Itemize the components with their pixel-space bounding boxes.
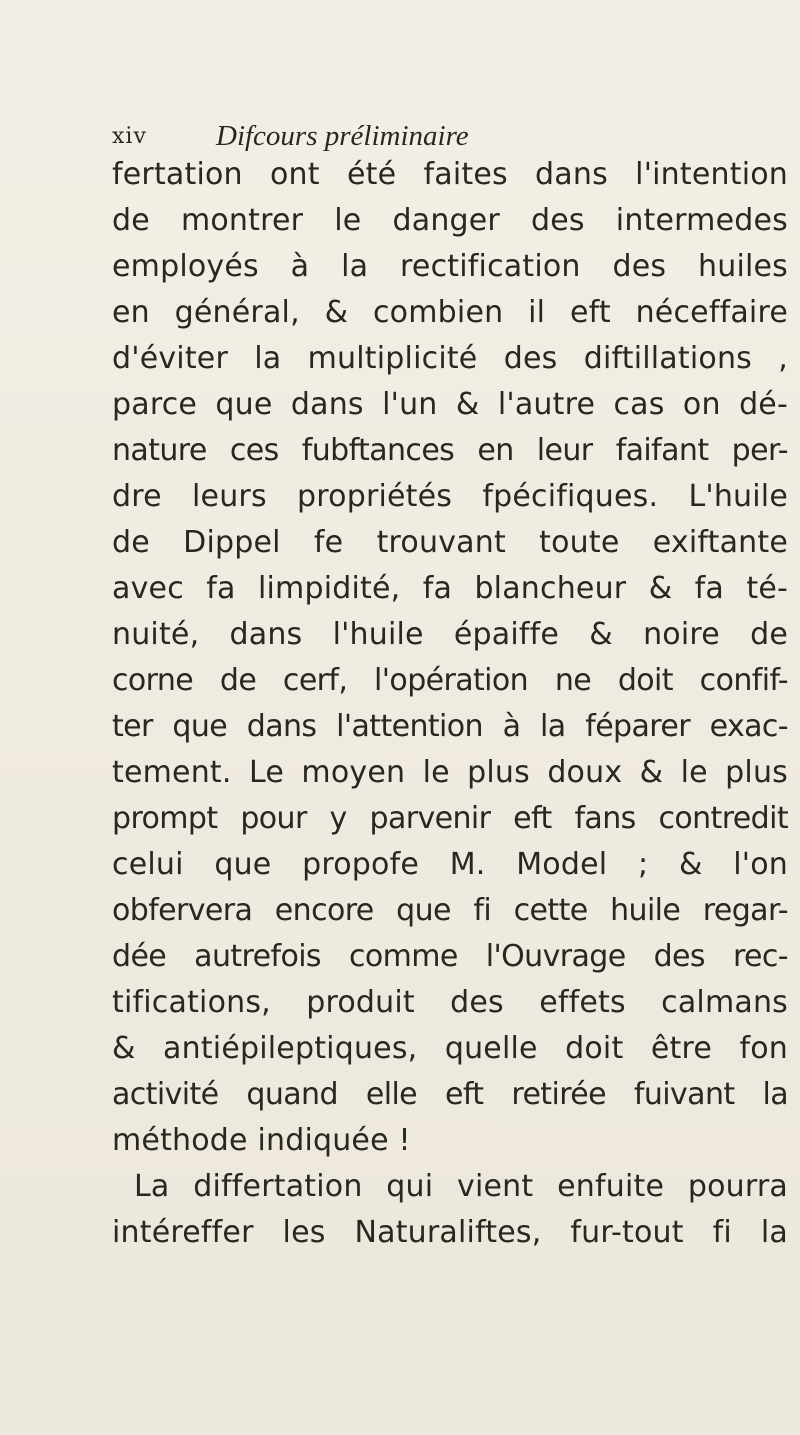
text-line: nature ces fubftances en leur faifant per- [112, 433, 788, 468]
text-line: méthode indiquée ! [112, 1123, 411, 1158]
text-line: activité quand elle eft retirée fuivant la [112, 1077, 788, 1112]
text-line: d'éviter la multiplicité des diftillations , [112, 341, 788, 376]
text-line: dre leurs propriétés fpécifiques. L'huile [112, 479, 788, 514]
text-line: tement. Le moyen le plus doux & le plus [112, 755, 788, 790]
text-line: celui que propofe M. Model ; & l'on [112, 847, 788, 882]
body-text [112, 152, 788, 1256]
page-number: xiv [112, 124, 147, 149]
running-title: Difcours préliminaire [216, 120, 469, 152]
text-line: obfervera encore que fi cette huile regar- [112, 893, 788, 928]
text-line: tifications, produit des effets calmans [112, 985, 788, 1020]
text-line: La differtation qui vient enfuite pourra [134, 1169, 788, 1204]
text-line: intéreffer les Naturaliftes, fur-tout fi la [112, 1215, 788, 1250]
text-line: & antiépileptiques, quelle doit être fon [112, 1031, 788, 1066]
text-line: fertation ont été faites dans l'intention [112, 157, 788, 192]
text-line: de montrer le danger des intermedes [112, 203, 788, 238]
text-line: avec fa limpidité, fa blancheur & fa té- [112, 571, 788, 606]
text-line: ter que dans l'attention à la féparer exac- [112, 709, 788, 744]
text-line: nuité, dans l'huile épaiffe & noire de [112, 617, 788, 652]
text-line: corne de cerf, l'opération ne doit confif- [112, 663, 788, 698]
text-line: employés à la rectification des huiles [112, 249, 788, 284]
text-line: de Dippel fe trouvant toute exiftante [112, 525, 788, 560]
text-line: prompt pour y parvenir eft fans contredit [112, 801, 788, 836]
text-line: parce que dans l'un & l'autre cas on dé- [112, 387, 788, 422]
text-line: dée autrefois comme l'Ouvrage des rec- [112, 939, 788, 974]
text-line: en général, & combien il eft néceffaire [112, 295, 788, 330]
